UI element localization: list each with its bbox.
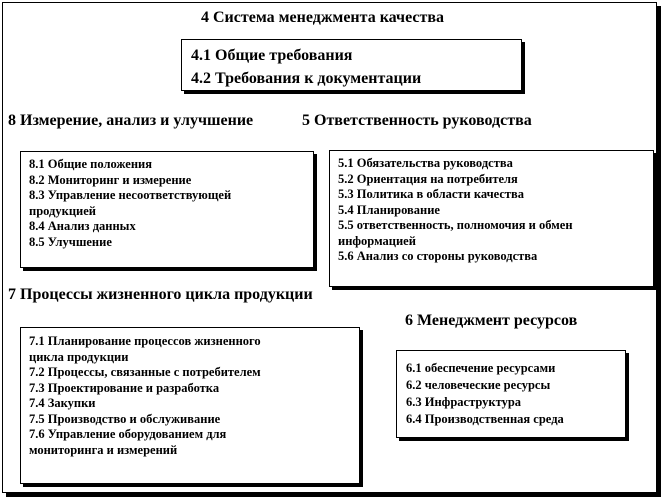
item-5-4: 5.4 Планирование xyxy=(338,202,440,217)
box-section-4 xyxy=(181,39,522,91)
item-4-1: 4.1 Общие требования xyxy=(191,47,353,64)
item-4-2: 4.2 Требования к документации xyxy=(191,70,422,87)
item-7-6-cont: мониторинга и измерений xyxy=(29,442,178,457)
item-7-6: 7.6 Управление оборудованием для xyxy=(29,427,227,441)
item-8-1: 8.1 Общие положения xyxy=(29,157,153,171)
item-7-1: 7.1 Планирование процессов жизненного xyxy=(29,334,261,348)
item-6-1: 6.1 обеспечение ресурсами xyxy=(406,361,556,375)
item-7-1-cont: цикла продукции xyxy=(29,349,129,364)
box-section-6 xyxy=(396,350,626,438)
item-5-5-cont: информацией xyxy=(338,233,416,248)
item-7-5: 7.5 Производство и обслуживание xyxy=(29,411,221,426)
box-section-7 xyxy=(20,327,360,484)
diagram-title: 4 Система менеджмента качества xyxy=(201,9,444,26)
item-5-6: 5.6 Анализ со стороны руководства xyxy=(338,249,538,263)
box-section-8 xyxy=(20,151,314,268)
item-6-2: 6.2 человеческие ресурсы xyxy=(406,378,551,392)
item-5-3: 5.3 Политика в области качества xyxy=(338,187,525,201)
item-6-3: 6.3 Инфраструктура xyxy=(406,395,522,409)
item-5-1: 5.1 Обязательства руководства xyxy=(338,156,513,170)
item-8-3: 8.3 Управление несоответствующей xyxy=(29,188,232,202)
item-7-2: 7.2 Процессы, связанные с потребителем xyxy=(29,365,261,379)
item-8-5: 8.5 Улучшение xyxy=(29,234,112,249)
heading-section-5: 5 Ответственность руководства xyxy=(302,112,532,129)
heading-section-6: 6 Менеджмент ресурсов xyxy=(405,312,578,329)
item-5-5: 5.5 ответственность, полномочия и обмен xyxy=(338,218,573,232)
item-7-4: 7.4 Закупки xyxy=(29,396,96,410)
item-7-3: 7.3 Проектирование и разработка xyxy=(29,380,220,395)
item-6-4: 6.4 Производственная среда xyxy=(406,412,564,426)
heading-section-8: 8 Измерение, анализ и улучшение xyxy=(8,112,254,129)
box-section-5 xyxy=(329,150,654,287)
item-8-2: 8.2 Мониторинг и измерение xyxy=(29,172,192,187)
item-5-2: 5.2 Ориентация на потребителя xyxy=(338,171,518,186)
heading-section-7: 7 Процессы жизненного цикла продукции xyxy=(8,286,313,303)
item-8-4: 8.4 Анализ данных xyxy=(29,219,136,233)
item-8-3-cont: продукцией xyxy=(29,203,96,218)
